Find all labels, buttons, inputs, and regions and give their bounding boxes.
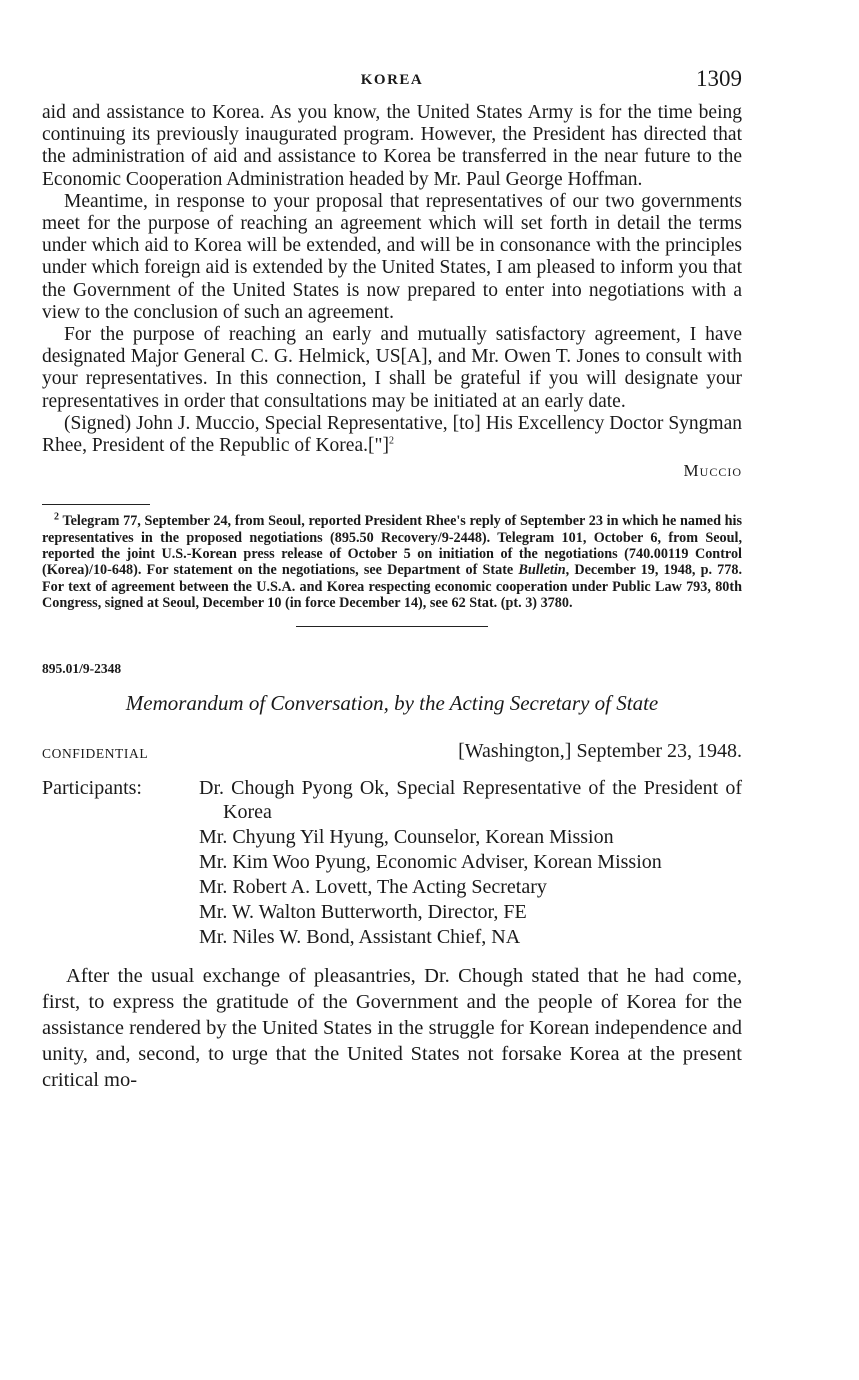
footnote-text: Telegram 77, September 24, from Seoul, reported President Rhee's reply of September 23 in which he named his representatives in the proposed negotiations (895.50 Recovery/9-2448). Telegram 101, October 6, from Seoul, reported the joint U.S.-Korean press release of October 5 on initiation of the negotiations (740.00119 Control (Korea)/10-648). For statement on the negotiations, see Department of State — [42, 513, 742, 579]
letter-paragraph: For the purpose of reaching an early and mutually satisfactory agreement, I have designated Major General C. G. Helmick, US[A], and Mr. Owen T. Jones to consult with your representatives. In this connection, I shall be grateful if you will designate your representatives in order that consultations may be initiated at an early date. — [42, 324, 742, 412]
footnote-rule — [42, 504, 150, 505]
section-divider — [296, 626, 488, 627]
dateline: [Washington,] September 23, 1948. — [458, 739, 742, 762]
memo-title: Memorandum of Conversation, by the Acting Secretary of State — [125, 690, 659, 715]
participant: Mr. Chyung Yil Hyung, Counselor, Korean Mission — [199, 825, 614, 848]
page-header — [42, 62, 742, 102]
participant: Dr. Chough Pyong Ok, Special Representative of the President of Korea — [199, 776, 742, 823]
letter-paragraph: aid and assistance to Korea. As you know, the United States Army is for the time being continuing its previously inaugurated program. However, the President has directed that the administration of aid and assistance to Korea be transferred in the near future to the Economic Cooperation Administration headed by Mr. Paul George Hoffman. — [42, 102, 742, 190]
footnote-ref: 2 — [388, 435, 394, 447]
classification-row — [42, 740, 742, 766]
footnote-text-after: , December 19, 1948, p. 778. For text of agreement between the U.S.A. and Korea respecting economic cooperation under Public Law 793, 80th Congress, signed at Seoul, December 10 (in force December 14), see 62 Stat. (pt. 3) 3780. — [42, 562, 742, 612]
participants-list — [199, 776, 742, 949]
closing-text: (Signed) John J. Muccio, Special Representative, [to] His Excellency Doctor Syngman Rhee, President of the Republic of Korea.["] — [42, 412, 742, 457]
footnote — [42, 513, 742, 611]
memo-narrative: After the usual exchange of pleasantries, Dr. Chough stated that he had come, first, to express the gratitude of the Government and the people of Korea for the assistance rendered by the United States in the struggle for Korean independence and unity, and, second, to urge that the United States not forsake Korea at the present critical mo- — [42, 964, 742, 1091]
page-number: 1309 — [696, 66, 742, 91]
document-page — [42, 62, 742, 1093]
participant: Mr. Kim Woo Pyung, Economic Adviser, Korean Mission — [199, 850, 662, 873]
letter-closing — [42, 413, 742, 457]
participants — [42, 776, 742, 949]
participant: Mr. Niles W. Bond, Assistant Chief, NA — [199, 925, 521, 948]
classification: CONFIDENTIAL — [42, 745, 149, 761]
signature: Muccio — [683, 461, 742, 481]
running-head: KOREA — [360, 72, 424, 88]
footnote-marker: 2 — [54, 511, 59, 523]
participants-label: Participants: — [42, 776, 142, 799]
participant: Mr. Robert A. Lovett, The Acting Secretary — [199, 875, 547, 898]
footnote-italic: Bulletin — [518, 562, 566, 579]
letter-paragraph: Meantime, in response to your proposal that representatives of our two governments meet for the purpose of reaching an agreement which will set forth in detail the terms under which aid to Korea will be extended, and will be in consonance with the principles under which foreign aid is extended by the United States, I am pleased to inform you that the Government of the United States is now prepared to enter into negotiations with a view to the conclusion of such an agreement. — [42, 190, 742, 323]
participant: Mr. W. Walton Butterworth, Director, FE — [199, 900, 527, 923]
letter-body — [42, 102, 742, 457]
document-id: 895.01/9-2348 — [42, 660, 122, 676]
